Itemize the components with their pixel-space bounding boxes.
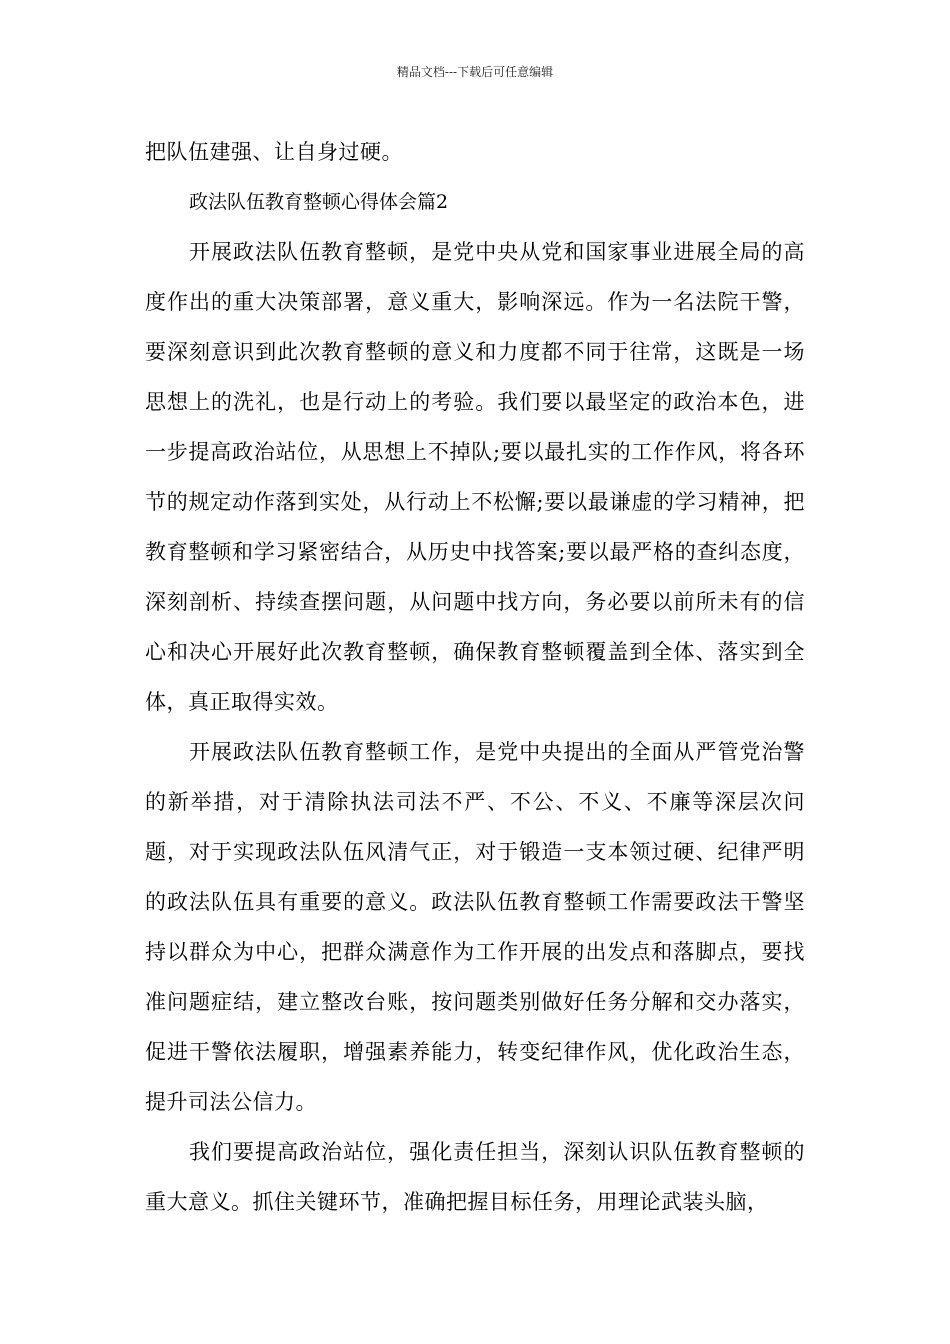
page-header: 精品文档---下载后可任意编辑 [396, 65, 554, 79]
paragraph-3: 我们要提高政治站位，强化责任担当，深刻认识队伍教育整顿的重大意义。抓住关键环节，准确把握目标任务，用理论武装头脑， [145, 1140, 805, 1214]
paragraph-2: 开展政法队伍教育整顿工作，是党中央提出的全面从严管党治警的新举措，对于清除执法司法不严、不公、不义、不廉等深层次问题，对于实现政法队伍风清气正，对于锻造一支本领过硬、纪律严明的政法队伍具有重要的意义。政法队伍教育整顿工作需要政法干警坚持以群众为中心，把群众满意作为工作开展的出发点和落脚点，要找准问题症结，建立整改台账，按问题类别做好任务分解和交办落实，促进干警依法履职，增强素养能力，转变纪律作风，优化政治生态，提升司法公信力。 [145, 740, 805, 1114]
continuation-line: 把队伍建强、让自身过硬。 [145, 140, 403, 164]
section-title: 政法队伍教育整顿心得体会篇2 [189, 191, 449, 213]
document-body [145, 127, 805, 1227]
paragraph-1: 开展政法队伍教育整顿，是党中央从党和国家事业进展全局的高度作出的重大决策部署，意义重大，影响深远。作为一名法院干警，要深刻意识到此次教育整顿的意义和力度都不同于往常，这既是一场思想上的洗礼，也是行动上的考验。我们要以最坚定的政治本色，进一步提高政治站位，从思想上不掉队;要以最扎实的工作作风，将各环节的规定动作落到实处，从行动上不松懈;要以最谦虚的学习精神，把教育整顿和学习紧密结合，从历史中找答案;要以最严格的查纠态度，深刻剖析、持续查摆问题，从问题中找方向，务必要以前所未有的信心和决心开展好此次教育整顿，确保教育整顿覆盖到全体、落实到全体，真正取得实效。 [145, 240, 805, 714]
